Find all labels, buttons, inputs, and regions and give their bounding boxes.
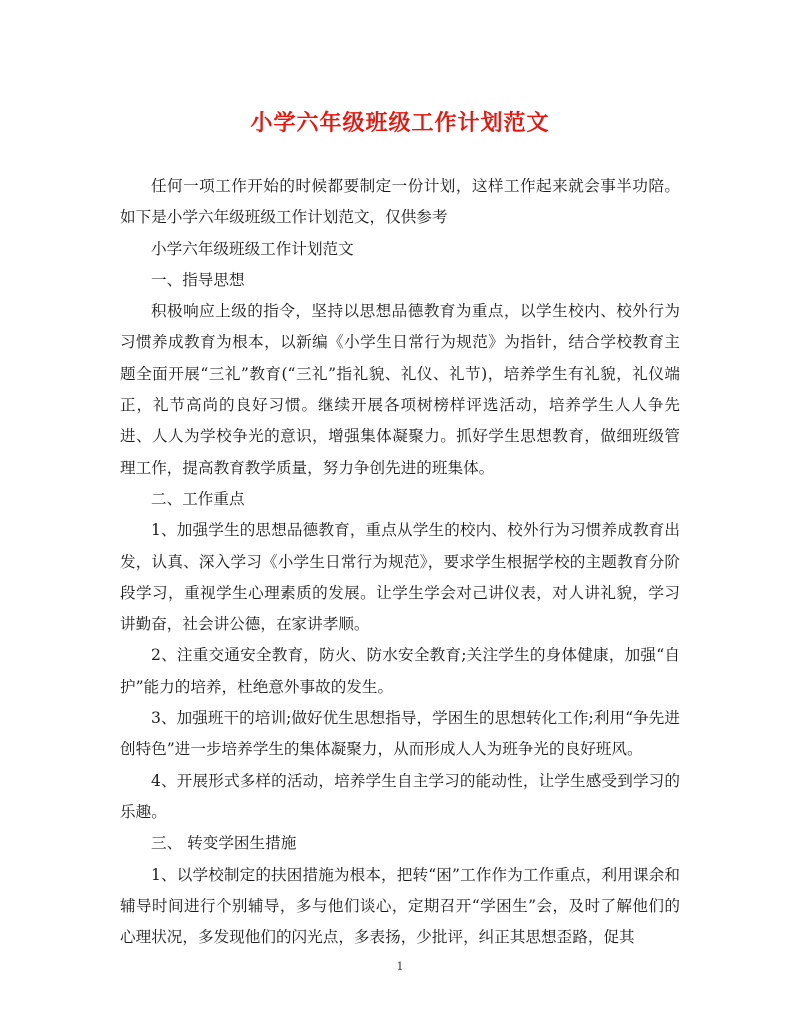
work-focus-item-3: 3、加强班干的培训;做好优生思想指导，学困生的思想转化工作;利用“争先进 创特色”进一步培养学生的集体凝聚力，从而形成人人为班争光的良好班风。: [120, 709, 680, 759]
page-number: 1: [396, 960, 404, 973]
guiding-ideology-paragraph: 积极响应上级的指令，坚持以思想品德教育为重点，以学生校内、校外行为习惯养成教育为根本，以新编《小学生日常行为规范》为指针，结合学校教育主题全面开展“三礼”教育(“三礼”指礼貌、礼仪、礼节)，培养学生有礼貌，礼仪端正，礼节高尚的良好习惯。继续开展各项树榜样评选活动，培养学生人人争先进、人人为学校争光的意识，增强集体凝聚力。抓好学生思想教育，做细班级管理工作，提高教育教学质量，努力争创先进的班集体。: [120, 302, 680, 477]
intro-paragraph: 任何一项工作开始的时候都要制定一份计划，这样工作起来就会事半功陪。如下是小学六年级班级工作计划范文，仅供参考: [120, 177, 680, 227]
section-heading-struggling-students: 三、 转变学困生措施: [151, 834, 297, 853]
work-focus-item-4: 4、开展形式多样的活动，培养学生自主学习的能动性，让学生感受到学习的乐趣。: [120, 771, 680, 821]
document-title: 小学六年级班级工作计划范文: [250, 110, 550, 136]
struggling-students-item-1: 1、以学校制定的扶困措施为根本，把转“困”工作作为工作重点，利用课余和辅导时间进行个别辅导，多与他们谈心，定期召开“学困生”会，及时了解他们的心理状况，多发现他们的闪光点，多表扬，少批评，纠正其思想歪路，促其: [120, 865, 680, 947]
section-heading-work-focus: 二、工作重点: [151, 489, 245, 508]
section-heading-guiding-ideology: 一、指导思想: [151, 270, 245, 289]
work-focus-item-2: 2、注重交通安全教育，防火、防水安全教育;关注学生的身体健康，加强“自护”能力的培养，杜绝意外事故的发生。: [120, 646, 680, 696]
work-focus-item-1: 1、加强学生的思想品德教育，重点从学生的校内、校外行为习惯养成教育出发，认真、深入学习《小学生日常行为规范》，要求学生根据学校的主题教育分阶段学习，重视学生心理素质的发展。让学生学会对己讲仪表，对人讲礼貌，学习讲勤奋，社会讲公德，在家讲孝顺。: [120, 521, 680, 634]
document-body: [120, 171, 680, 953]
subtitle-paragraph: 小学六年级班级工作计划范文: [151, 239, 354, 258]
